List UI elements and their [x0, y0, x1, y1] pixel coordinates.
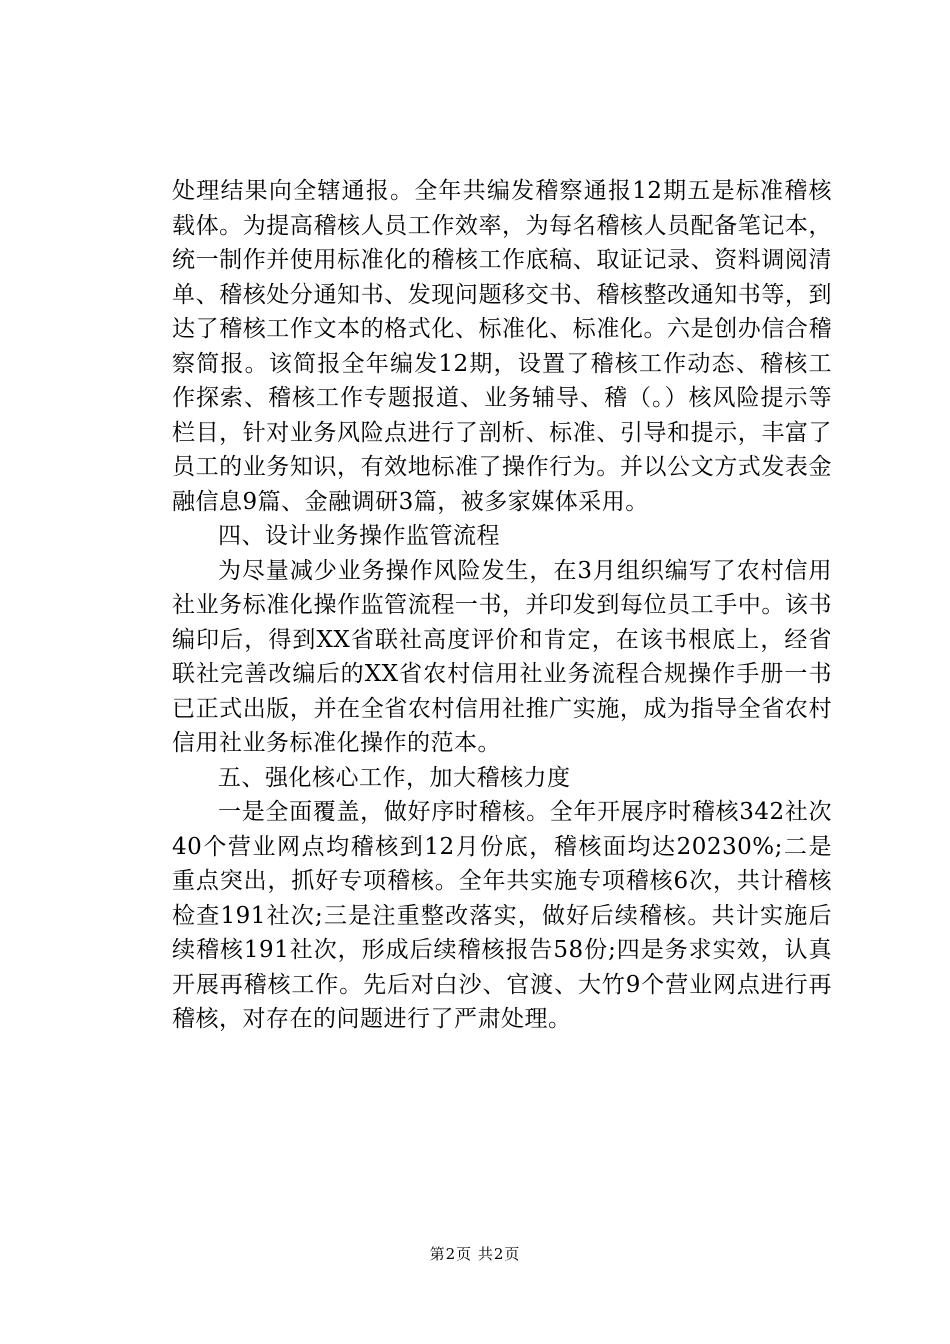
- section-heading-5: 五、强化核心工作，加大稽核力度: [218, 764, 571, 791]
- section-heading-4: 四、设计业务操作监管流程: [218, 523, 500, 549]
- paragraph-audit: 一是全面覆盖，做好序时稽核。全年开展序时稽核342社次40个营业网点均稽核到12月份底，稽核面均达20230%;二是重点突出，抓好专项稽核。全年共实施专项稽核6次，共计稽核检查191社次;三是注重整改落实，做好后续稽核。共计实施后续稽核191社次，形成后续稽核报告58份;四是务求实效，认真开展再稽核工作。先后对白沙、官渡、大竹9个营业网点进行再稽核，对存在的问题进行了严肃处理。: [172, 799, 832, 1032]
- paragraph-continuation: 处理结果向全辖通报。全年共编发稽察通报12期五是标准稽核载体。为提高稽核人员工作效率，为每名稽核人员配备笔记本，统一制作并使用标准化的稽核工作底稿、取证记录、资料调阅清单、稽核处分通知书、发现问题移交书、稽核整改通知书等，到达了稽核工作文本的格式化、标准化、标准化。六是创办信合稽察简报。该简报全年编发12期，设置了稽核工作动态、稽核工作探索、稽核工作专题报道、业务辅导、稽（。）核风险提示等栏目，针对业务风险点进行了剖析、标准、引导和提示，丰富了员工的业务知识，有效地标准了操作行为。并以公文方式发表金融信息9篇、金融调研3篇，被多家媒体采用。: [172, 178, 832, 515]
- document-body: [172, 174, 832, 1037]
- page-number-footer: 第2页 共2页: [429, 1245, 521, 1263]
- paragraph-workflow: 为尽量减少业务操作风险发生，在3月组织编写了农村信用社业务标准化操作监管流程一书，并印发到每位员工手中。该书编印后，得到XX省联社高度评价和肯定，在该书根底上，经省联社完善改编后的XX省农村信用社业务流程合规操作手册一书已正式出版，并在全省农村信用社推广实施，成为指导全省农村信用社业务标准化操作的范本。: [172, 557, 832, 756]
